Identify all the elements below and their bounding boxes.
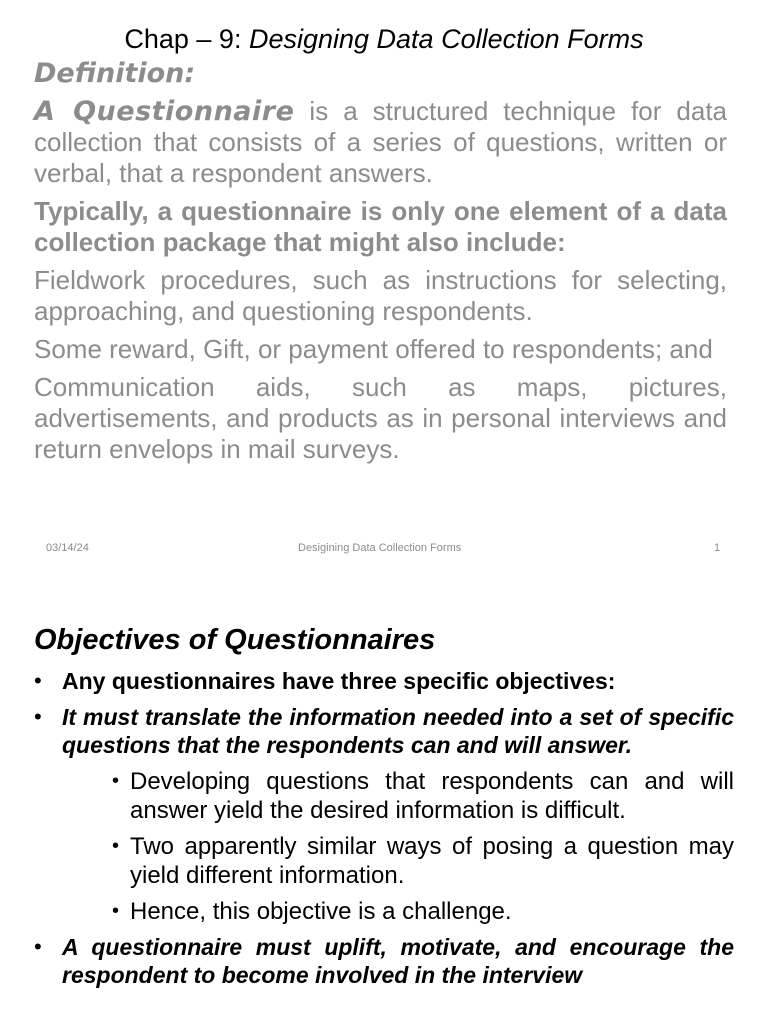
footer-title: Desigining Data Collection Forms [298,542,462,554]
footer-date: 03/14/24 [46,542,89,554]
package-intro: Typically, a questionnaire is only one element of a data collection package that might also include: [34,196,727,257]
objectives-list [34,667,734,997]
slide-1-title [0,24,768,55]
slide-1-body [34,96,727,472]
bullet-text: Any questionnaires have three specific objectives: [62,668,616,694]
definition-text: is a structured technique for data collection that consists of a series of questions, written or verbal, that a respondent answers. [34,96,728,188]
bullet-icon: • [34,668,42,693]
package-item: Communication aids, such as maps, pictures, advertisements, and products as in personal interviews and return envelops in mail surveys. [34,372,727,464]
sub-bullet-text: Two apparently similar ways of posing a question may yield different information. [130,833,734,889]
sub-list-item [34,832,734,890]
slide-2-title: Objectives of Questionnaires [34,624,436,656]
bullet-text: A questionnaire must uplift, motivate, and encourage the respondent to become involved in the interview [62,934,734,988]
bullet-icon: • [34,704,42,729]
slide-1-title-em: Designing Data Collection Forms [248,24,644,54]
bullet-icon: • [112,770,120,792]
list-item [34,703,734,759]
sub-list-item [34,767,734,825]
definition-paragraph [34,96,727,189]
list-item [34,667,734,695]
bullet-icon: • [34,934,42,959]
definition-heading: Definition: [34,58,196,89]
slide-1-title-prefix: Chap – 9: [124,24,249,54]
bullet-text: It must translate the information needed into a set of specific questions that the respondents can and will answer. [62,704,734,758]
list-item [34,933,734,989]
bullet-icon: • [112,835,120,857]
sub-bullet-text: Hence, this objective is a challenge. [130,898,512,925]
sub-list-item [34,897,734,926]
footer-page-number: 1 [714,542,721,554]
slide-2 [0,568,768,1024]
package-item: Fieldwork procedures, such as instructions for selecting, approaching, and questioning respondents. [34,265,727,326]
definition-term: A Questionnaire [34,96,295,127]
package-item: Some reward, Gift, or payment offered to respondents; and [34,334,713,364]
bullet-icon: • [112,900,120,922]
sub-bullet-text: Developing questions that respondents can and will answer yield the desired information is difficult. [130,768,734,824]
